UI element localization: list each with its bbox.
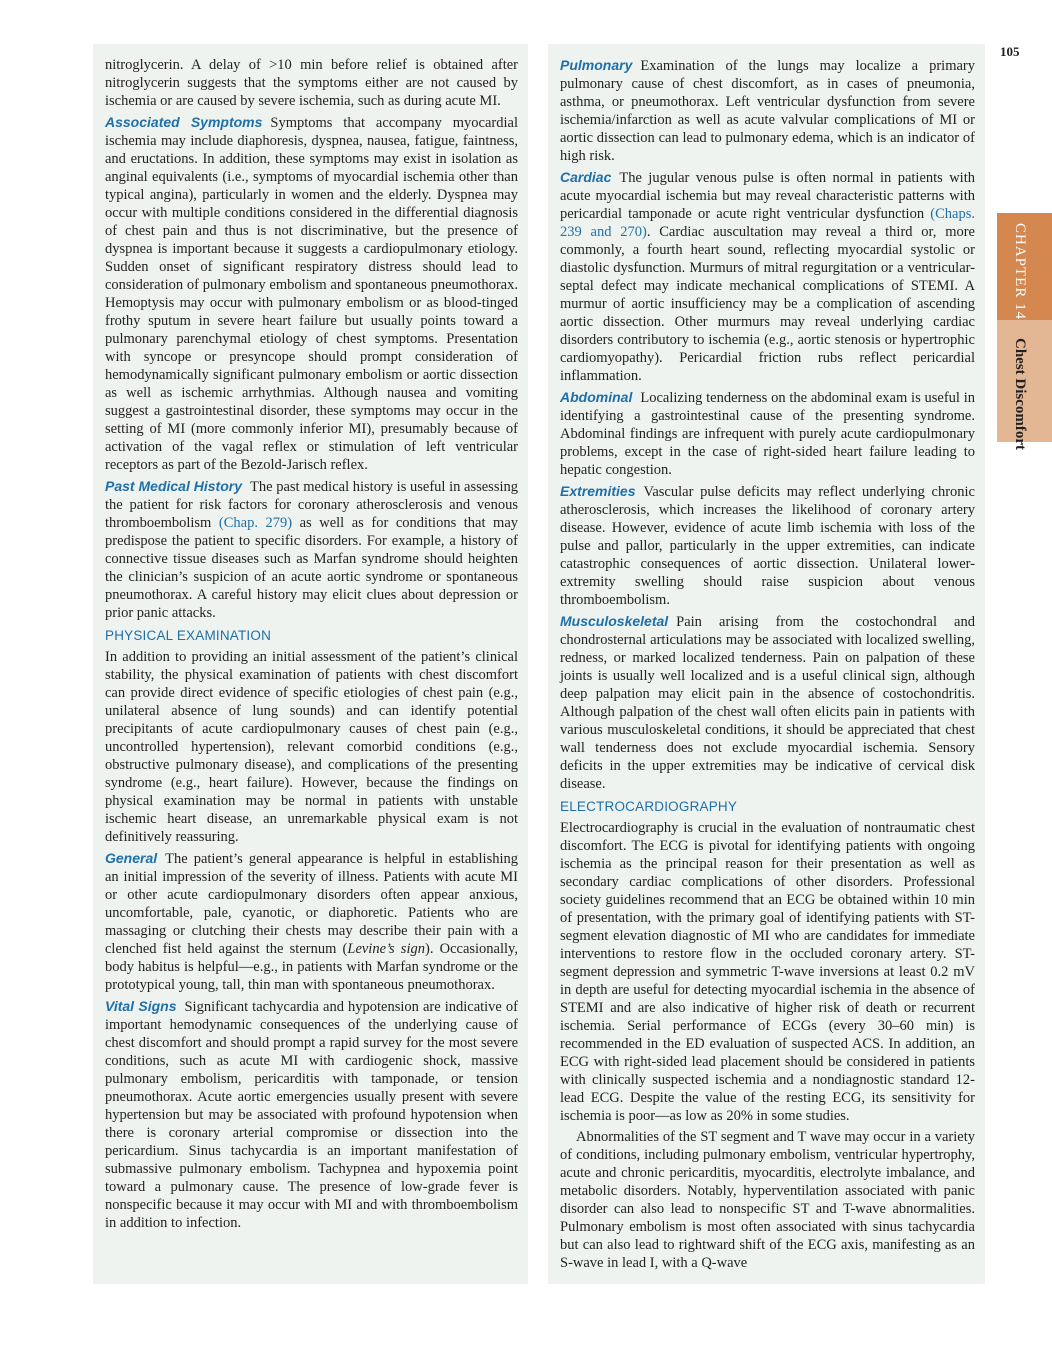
paragraph-past-medical-history bbox=[105, 477, 518, 622]
past-medical-history-text-1: The past medical history is useful in assessing the patient for risk factors for coronary atherosclerosis and venous thromboembolism bbox=[105, 479, 518, 531]
left-column bbox=[93, 44, 528, 1284]
paragraph-associated-symptoms bbox=[105, 113, 518, 474]
paragraph-vital-signs bbox=[105, 997, 518, 1232]
cardiac-text-2: . Cardiac auscultation may reveal a third or, more commonly, a fourth heart sound, reflecting myocardial systolic or diastolic dysfunction. Murmurs of mitral regurgitation or a ventricular-septal defect may indicate mechanical complications of STEMI. A murmur of aortic insufficiency may be a complication of ascending aortic dissection. Other murmurs may reveal underlying cardiac disorders contributory to ischemia (e.g., aortic stenosis or hypertrophic cardiomyopathy). Pericardial friction rubs reflect pericardial inflammation. bbox=[560, 224, 975, 384]
run-in-heading-abdominal: Abdominal bbox=[560, 389, 633, 405]
paragraph-electrocardiography-2: Abnormalities of the ST segment and T wave may occur in a variety of conditions, including pulmonary embolism, ventricular hypertrophy, acute and chronic pericarditis, myocarditis, electrolyte imbalance, and metabolic disorders. Notably, hyperventilation associated with panic disorder can also lead to nonspecific ST and T-wave abnormalities. Pulmonary embolism is most often associated with sinus tachycardia but can also lead to rightward shift of the ECG axis, manifesting as an S-wave in lead I, with a Q-wave bbox=[560, 1129, 975, 1271]
past-medical-history-text-2: as well as for conditions that may predispose the patient to specific disorders. For example, a history of connective tissue diseases such as Marfan syndrome should heighten the clinician’s suspicion of an acute aortic syndrome or spontaneous pneumothorax. A careful history may elicit clues about depression or prior panic attacks. bbox=[105, 515, 519, 621]
extremities-text: Vascular pulse deficits may reflect underlying chronic atherosclerosis, which increases the likelihood of coronary artery disease. However, evidence of acute limb ischemia with loss of the pulse and pallor, particularly in the upper extremities, can indicate catastrophic consequences of aortic dissection. Unilateral lower-extremity swelling should raise suspicion about venous thromboembolism. bbox=[560, 484, 975, 608]
paragraph-physical-examination: In addition to providing an initial assessment of the patient’s clinical stability, the physical examination of patients with chest discomfort can provide direct evidence of specific etiologies of chest pain (e.g., unilateral absence of lung sounds) and can identify potential precipitants of acute cardiopulmonary causes of chest pain (e.g., uncontrolled hypertension), relevant comorbid conditions (e.g., obstructive pulmonary disease), and complications of the presenting syndrome (e.g., heart failure). However, because the findings on physical examination may be normal in patients with unstable ischemic heart disease, an unremarkable physical exam is not definitively reassuring. bbox=[105, 649, 518, 845]
paragraph-nitroglycerin: nitroglycerin. A delay of >10 min before relief is obtained after nitroglycerin suggests that the symptoms either are not caused by ischemia or are caused by severe ischemia, such as during acute MI. bbox=[105, 57, 518, 109]
run-in-heading-cardiac: Cardiac bbox=[560, 169, 612, 185]
chapters-reference-link[interactable]: (Chaps. 239 and 270) bbox=[560, 206, 976, 240]
paragraph-extremities bbox=[560, 482, 975, 609]
musculoskeletal-text: Pain arising from the costochondral and chondrosternal articulations may be associated with localized swelling, redness, or marked localized tenderness. Pain on palpation of these joints is usually well localized and is a useful clinical sign, although deep palpation may elicit pain in the absence of costochondritis. Although palpation of the chest wall often elicits pain in patients with various musculoskeletal conditions, it should be appreciated that chest wall tenderness does not exclude myocardial ischemia. Sensory deficits in the upper extremities may be indicative of cervical disk disease. bbox=[560, 614, 975, 792]
associated-symptoms-text: Symptoms that accompany myocardial ischemia may include diaphoresis, dyspnea, nausea, fatigue, faintness, and eructations. In addition, these symptoms may exist in isolation as anginal equivalents (i.e., symptoms of myocardial ischemia other than typical angina), particularly in women and the elderly. Dyspnea may occur with multiple conditions considered in the differential diagnosis of chest pain and thus is not discriminative, but the presence of dyspnea is important because it suggests a cardiopulmonary etiology. Sudden onset of significant respiratory distress should lead to consideration of pulmonary embolism and spontaneous pneumothorax. Hemoptysis may occur with pulmonary embolism or as blood-tinged frothy sputum in severe heart failure but usually points toward a pulmonary parenchymal etiology of chest symptoms. Presentation with syncope or presyncope should prompt consideration of hemodynamically significant pulmonary embolism or aortic dissection as well as ischemic arrhythmias. Although nausea and vomiting suggest a gastrointestinal disorder, these symptoms may occur in the setting of MI (more commonly inferior MI), presumably because of activation of the vagal reflex or stimulation of left ventricular receptors as part of the Bezold-Jarisch reflex. bbox=[105, 115, 518, 473]
chapter-tab-text bbox=[1011, 223, 1028, 450]
paragraph-pulmonary bbox=[560, 56, 975, 165]
levines-sign-term: Levine’s sign bbox=[347, 941, 425, 957]
pulmonary-text: Examination of the lungs may localize a primary pulmonary cause of chest discomfort, as in cases of pneumonia, asthma, or pneumothorax. Left ventricular dysfunction from severe ischemia/infarction as well as acute valvular complications of MI or aortic dissection can lead to pulmonary edema, which is an indicator of high risk. bbox=[560, 58, 975, 164]
run-in-heading-past-medical-history: Past Medical History bbox=[105, 478, 242, 494]
chapter-title-label: Chest Discomfort bbox=[1012, 337, 1028, 450]
run-in-heading-musculoskeletal: Musculoskeletal bbox=[560, 613, 669, 629]
page-number: 105 bbox=[1000, 44, 1020, 59]
run-in-heading-vital-signs: Vital Signs bbox=[105, 998, 177, 1014]
run-in-heading-general: General bbox=[105, 850, 158, 866]
paragraph-musculoskeletal bbox=[560, 612, 975, 793]
abdominal-text: Localizing tenderness on the abdominal exam is useful in identifying a gastrointestinal cause of the presenting syndrome. Abdominal findings are infrequent with purely acute cardiopulmonary problems, except in the case of right-sided heart failure leading to hepatic congestion. bbox=[560, 390, 975, 478]
chapter-thumb-tab bbox=[997, 213, 1052, 450]
vital-signs-text: Significant tachycardia and hypotension are indicative of important hemodynamic consequences of the underlying cause of chest discomfort and should prompt a rapid survey for the most severe conditions, such as acute MI with cardiogenic shock, massive pulmonary embolism, pericarditis with tamponade, or tension pneumothorax. Acute aortic emergencies usually present with severe hypertension but may be associated with profound hypotension when there is coronary arterial compromise or dissection into the pericardium. Sinus tachycardia is an important manifestation of submassive pulmonary embolism. Tachypnea and hypoxemia point toward a pulmonary cause. The presence of low-grade fever is nonspecific because it may occur with MI and with thromboembolism in addition to infection. bbox=[105, 999, 518, 1231]
run-in-heading-pulmonary: Pulmonary bbox=[560, 57, 633, 73]
paragraph-electrocardiography-1: Electrocardiography is crucial in the evaluation of nontraumatic chest discomfort. The ECG is pivotal for identifying patients with ongoing ischemia as the principal reason for their presentation as well as secondary cardiac complications of other disorders. Professional society guidelines recommend that an ECG be obtained within 10 min of presentation, with the primary goal of identifying patients with ST-segment elevation diagnostic of MI who are candidates for immediate interventions to restore flow in the occluded coronary artery. ST-segment depression and symmetric T-wave inversions at least 0.2 mV in depth are useful for detecting myocardial ischemia in the absence of STEMI and are also indicative of higher risk of death or recurrent ischemia. Serial performance of ECGs (every 30–60 min) is recommended in the ED evaluation of suspected ACS. In addition, an ECG with right-sided lead placement should be considered in patients with clinically suspected ischemia and a nondiagnostic standard 12-lead ECG. Despite the value of the resting ECG, its sensitivity for ischemia is poor—as low as 20% in some studies. bbox=[560, 820, 975, 1124]
run-in-heading-extremities: Extremities bbox=[560, 483, 636, 499]
paragraph-abdominal bbox=[560, 388, 975, 479]
chapter-reference-link[interactable]: (Chap. 279) bbox=[218, 515, 293, 531]
run-in-heading-associated-symptoms: Associated Symptoms bbox=[105, 114, 263, 130]
paragraph-cardiac bbox=[560, 168, 975, 385]
paragraph-general bbox=[105, 849, 518, 994]
section-heading-physical-examination: PHYSICAL EXAMINATION bbox=[105, 628, 272, 643]
right-column bbox=[548, 44, 985, 1284]
cardiac-text-1: The jugular venous pulse is often normal in patients with acute myocardial ischemia but may reveal characteristic patterns with pericardial tamponade or acute right ventricular dysfunction bbox=[560, 170, 975, 222]
general-text-2: ). Occasionally, body habitus is helpful—e.g., in patients with Marfan syndrome or the prototypical young, tall, thin man with spontaneous pneumothorax. bbox=[105, 941, 518, 993]
section-heading-electrocardiography: ELECTROCARDIOGRAPHY bbox=[560, 799, 738, 814]
chapter-number-label: CHAPTER 14 bbox=[1012, 223, 1028, 321]
general-text-1: The patient’s general appearance is helpful in establishing an initial impression of the severity of illness. Patients with acute MI or other acute cardiopulmonary disorders often appear anxious, uncomfortable, pale, cyanotic, or diaphoretic. Patients who are massaging or clutching their chests may describe their pain with a clenched fist held against the sternum ( bbox=[105, 851, 518, 957]
